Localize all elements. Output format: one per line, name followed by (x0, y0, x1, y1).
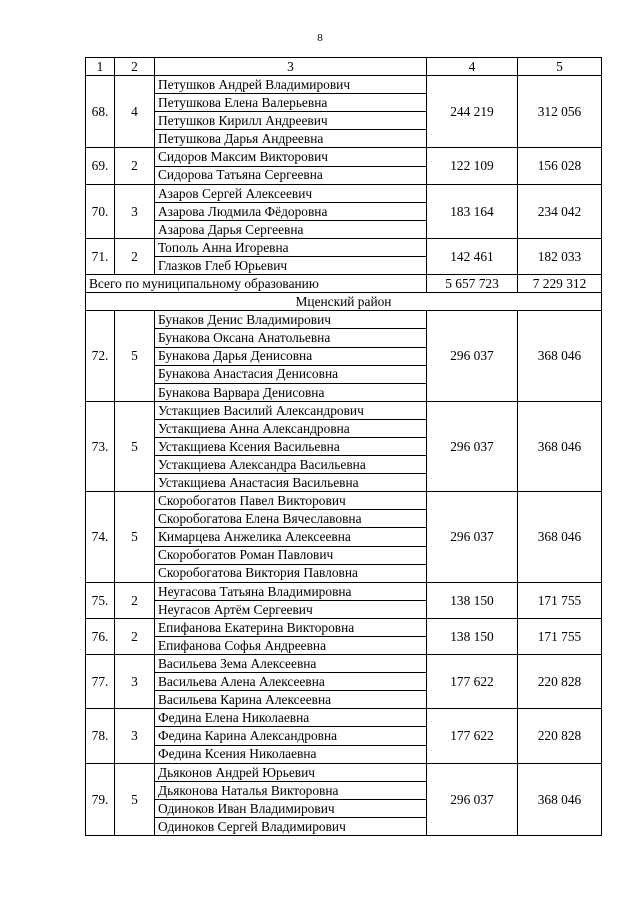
value-col5: 368 046 (518, 311, 602, 401)
row-number: 79. (86, 763, 115, 835)
member-name: Устакщиева Анастасия Васильевна (155, 474, 427, 492)
member-name: Устакщиева Александра Васильевна (155, 456, 427, 474)
member-count: 3 (115, 184, 155, 238)
row-number: 73. (86, 401, 115, 491)
member-name: Бунакова Оксана Анатольевна (155, 329, 427, 347)
member-count: 5 (115, 401, 155, 491)
section-row (86, 293, 602, 311)
header-row (86, 58, 602, 76)
value-col4: 296 037 (427, 763, 518, 835)
row-number: 75. (86, 582, 115, 618)
member-count: 2 (115, 238, 155, 274)
member-count: 2 (115, 582, 155, 618)
value-col4: 296 037 (427, 311, 518, 401)
member-name: Бунаков Денис Владимирович (155, 311, 427, 329)
member-count: 2 (115, 148, 155, 184)
member-name: Сидоров Максим Викторович (155, 148, 427, 166)
table-row (86, 492, 602, 510)
value-col4: 142 461 (427, 238, 518, 274)
member-count: 3 (115, 709, 155, 763)
member-name: Устакщиева Анна Александровна (155, 419, 427, 437)
member-name: Неугасов Артём Сергеевич (155, 600, 427, 618)
value-col5: 171 755 (518, 582, 602, 618)
table-row (86, 618, 602, 636)
member-name: Федина Елена Николаевна (155, 709, 427, 727)
column-header: 5 (518, 58, 602, 76)
member-name: Неугасова Татьяна Владимировна (155, 582, 427, 600)
row-number: 71. (86, 238, 115, 274)
member-count: 5 (115, 763, 155, 835)
row-number: 76. (86, 618, 115, 654)
member-name: Васильева Зема Алексеевна (155, 655, 427, 673)
table-row (86, 582, 602, 600)
value-col5: 312 056 (518, 76, 602, 148)
member-name: Дьяконов Андрей Юрьевич (155, 763, 427, 781)
member-name: Федина Карина Александровна (155, 727, 427, 745)
value-col5: 171 755 (518, 618, 602, 654)
column-header: 2 (115, 58, 155, 76)
member-name: Петушков Кирилл Андреевич (155, 112, 427, 130)
table-row (86, 655, 602, 673)
value-col5: 220 828 (518, 709, 602, 763)
member-name: Тополь Анна Игоревна (155, 238, 427, 256)
total-col4: 5 657 723 (427, 275, 518, 293)
member-name: Азарова Дарья Сергеевна (155, 220, 427, 238)
member-name: Федина Ксения Николаевна (155, 745, 427, 763)
value-col4: 244 219 (427, 76, 518, 148)
value-col4: 177 622 (427, 655, 518, 709)
member-name: Устакщиев Василий Александрович (155, 401, 427, 419)
member-name: Устакщиева Ксения Васильевна (155, 437, 427, 455)
table-row (86, 148, 602, 166)
row-number: 68. (86, 76, 115, 148)
member-count: 2 (115, 618, 155, 654)
member-count: 3 (115, 655, 155, 709)
page-number: 8 (317, 32, 323, 44)
member-name: Петушкова Елена Валерьевна (155, 94, 427, 112)
member-name: Одиноков Сергей Владимирович (155, 817, 427, 835)
value-col5: 220 828 (518, 655, 602, 709)
member-name: Дьяконова Наталья Викторовна (155, 781, 427, 799)
column-header: 1 (86, 58, 115, 76)
member-name: Азарова Людмила Фёдоровна (155, 202, 427, 220)
member-name: Епифанова Екатерина Викторовна (155, 618, 427, 636)
table-row (86, 763, 602, 781)
table-row (86, 401, 602, 419)
member-name: Петушкова Дарья Андреевна (155, 130, 427, 148)
recipients-table (85, 57, 602, 836)
member-name: Бунакова Варвара Денисовна (155, 383, 427, 401)
value-col5: 156 028 (518, 148, 602, 184)
member-name: Кимарцева Анжелика Алексеевна (155, 528, 427, 546)
member-name: Петушков Андрей Владимирович (155, 76, 427, 94)
row-number: 69. (86, 148, 115, 184)
table-row (86, 709, 602, 727)
member-name: Одиноков Иван Владимирович (155, 799, 427, 817)
table-body (86, 58, 602, 836)
member-name: Сидорова Татьяна Сергеевна (155, 166, 427, 184)
member-count: 4 (115, 76, 155, 148)
member-name: Глазков Глеб Юрьевич (155, 257, 427, 275)
member-name: Азаров Сергей Алексеевич (155, 184, 427, 202)
value-col5: 368 046 (518, 492, 602, 582)
value-col4: 122 109 (427, 148, 518, 184)
member-name: Васильева Карина Алексеевна (155, 691, 427, 709)
value-col4: 296 037 (427, 401, 518, 491)
total-col5: 7 229 312 (518, 275, 602, 293)
row-number: 72. (86, 311, 115, 401)
column-header: 3 (155, 58, 427, 76)
value-col4: 177 622 (427, 709, 518, 763)
row-number: 70. (86, 184, 115, 238)
value-col5: 368 046 (518, 401, 602, 491)
table-row (86, 184, 602, 202)
table-row (86, 311, 602, 329)
member-name: Васильева Алена Алексеевна (155, 673, 427, 691)
value-col5: 368 046 (518, 763, 602, 835)
column-header: 4 (427, 58, 518, 76)
table-row (86, 238, 602, 256)
section-title: Мценский район (86, 293, 602, 311)
total-label: Всего по муниципальному образованию (86, 275, 427, 293)
member-name: Скоробогатова Елена Вячеславовна (155, 510, 427, 528)
row-number: 77. (86, 655, 115, 709)
value-col4: 296 037 (427, 492, 518, 582)
member-name: Скоробогатов Павел Викторович (155, 492, 427, 510)
total-row (86, 275, 602, 293)
member-name: Бунакова Анастасия Денисовна (155, 365, 427, 383)
value-col4: 138 150 (427, 582, 518, 618)
member-count: 5 (115, 311, 155, 401)
member-name: Бунакова Дарья Денисовна (155, 347, 427, 365)
value-col4: 138 150 (427, 618, 518, 654)
row-number: 78. (86, 709, 115, 763)
value-col5: 234 042 (518, 184, 602, 238)
value-col4: 183 164 (427, 184, 518, 238)
member-name: Епифанова Софья Андреевна (155, 637, 427, 655)
member-name: Скоробогатов Роман Павлович (155, 546, 427, 564)
member-name: Скоробогатова Виктория Павловна (155, 564, 427, 582)
row-number: 74. (86, 492, 115, 582)
member-count: 5 (115, 492, 155, 582)
value-col5: 182 033 (518, 238, 602, 274)
table-row (86, 76, 602, 94)
